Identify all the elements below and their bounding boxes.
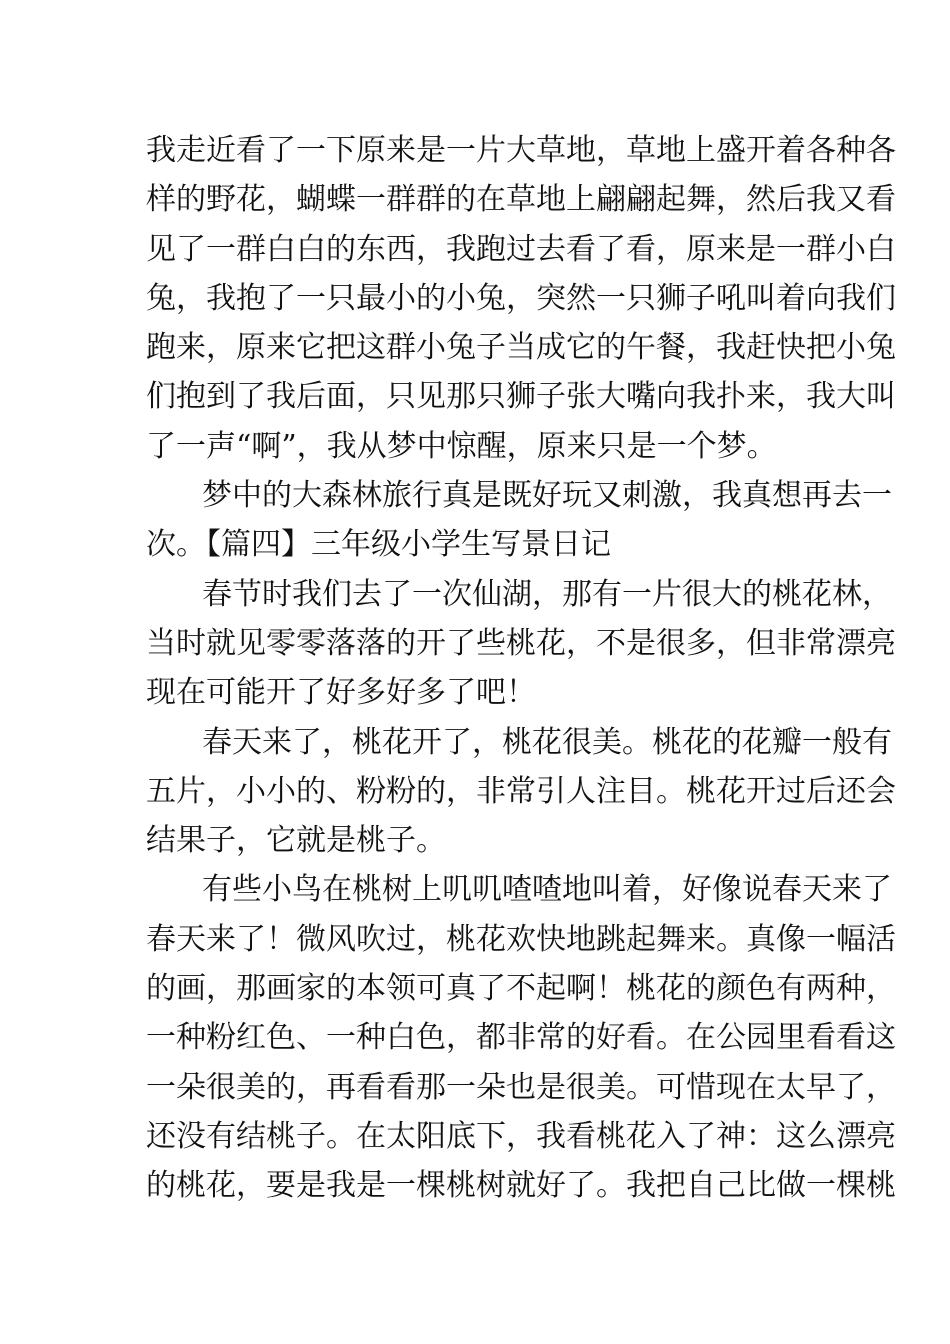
paragraph-start-line: 春天来了，桃花开了，桃花很美。桃花的花瓣一般有 (202, 724, 892, 760)
text-line: 的画，那画家的本领可真了不起啊！桃花的颜色有两种， (146, 971, 896, 1007)
text-line: 见了一群白白的东西，我跑过去看了看，原来是一群小白 (146, 231, 896, 267)
text-line: 们抱到了我后面，只见那只狮子张大嘴向我扑来，我大叫 (146, 379, 896, 415)
text-line: 春天来了！微风吹过，桃花欢快地跳起舞来。真像一幅活 (146, 921, 896, 957)
text-line: 了一声“啊”，我从梦中惊醒，原来只是一个梦。 (146, 428, 777, 464)
text-line: 五片，小小的、粉粉的，非常引人注目。桃花开过后还会 (146, 773, 896, 809)
text-line: 一种粉红色、一种白色，都非常的好看。在公园里看看这 (146, 1020, 896, 1056)
paragraph-start-line: 春节时我们去了一次仙湖，那有一片很大的桃花林， (202, 576, 892, 612)
text-line: 结果子，它就是桃子。 (146, 823, 446, 859)
text-line: 样的野花，蝴蝶一群群的在草地上翩翩起舞，然后我又看 (146, 182, 896, 218)
text-line: 我走近看了一下原来是一片大草地，草地上盛开着各种各 (146, 133, 896, 168)
text-line: 还没有结桃子。在太阳底下，我看桃花入了神：这么漂亮 (146, 1118, 896, 1154)
text-line: 跑来，原来它把这群小兔子当成它的午餐，我赶快把小兔 (146, 330, 896, 366)
text-line: 兔，我抱了一只最小的小兔，突然一只狮子吼叫着向我们 (146, 280, 896, 316)
text-line: 一朵很美的，再看看那一朵也是很美。可惜现在太早了， (146, 1069, 896, 1105)
text-line: 现在可能开了好多好多了吧！ (146, 675, 536, 711)
paragraph-start-line: 梦中的大森林旅行真是既好玩又刺激，我真想再去一 (202, 478, 892, 514)
text-line: 的桃花，要是我是一棵桃树就好了。我把自己比做一棵桃 (146, 1168, 896, 1204)
text-line: 当时就见零零落落的开了些桃花，不是很多，但非常漂亮 (146, 625, 896, 661)
paragraph-start-line: 有些小鸟在桃树上叽叽喳喳地叫着，好像说春天来了 (202, 872, 892, 908)
document-body (146, 126, 896, 1211)
section-heading-line: 次。【篇四】三年级小学生写景日记 (146, 527, 611, 563)
